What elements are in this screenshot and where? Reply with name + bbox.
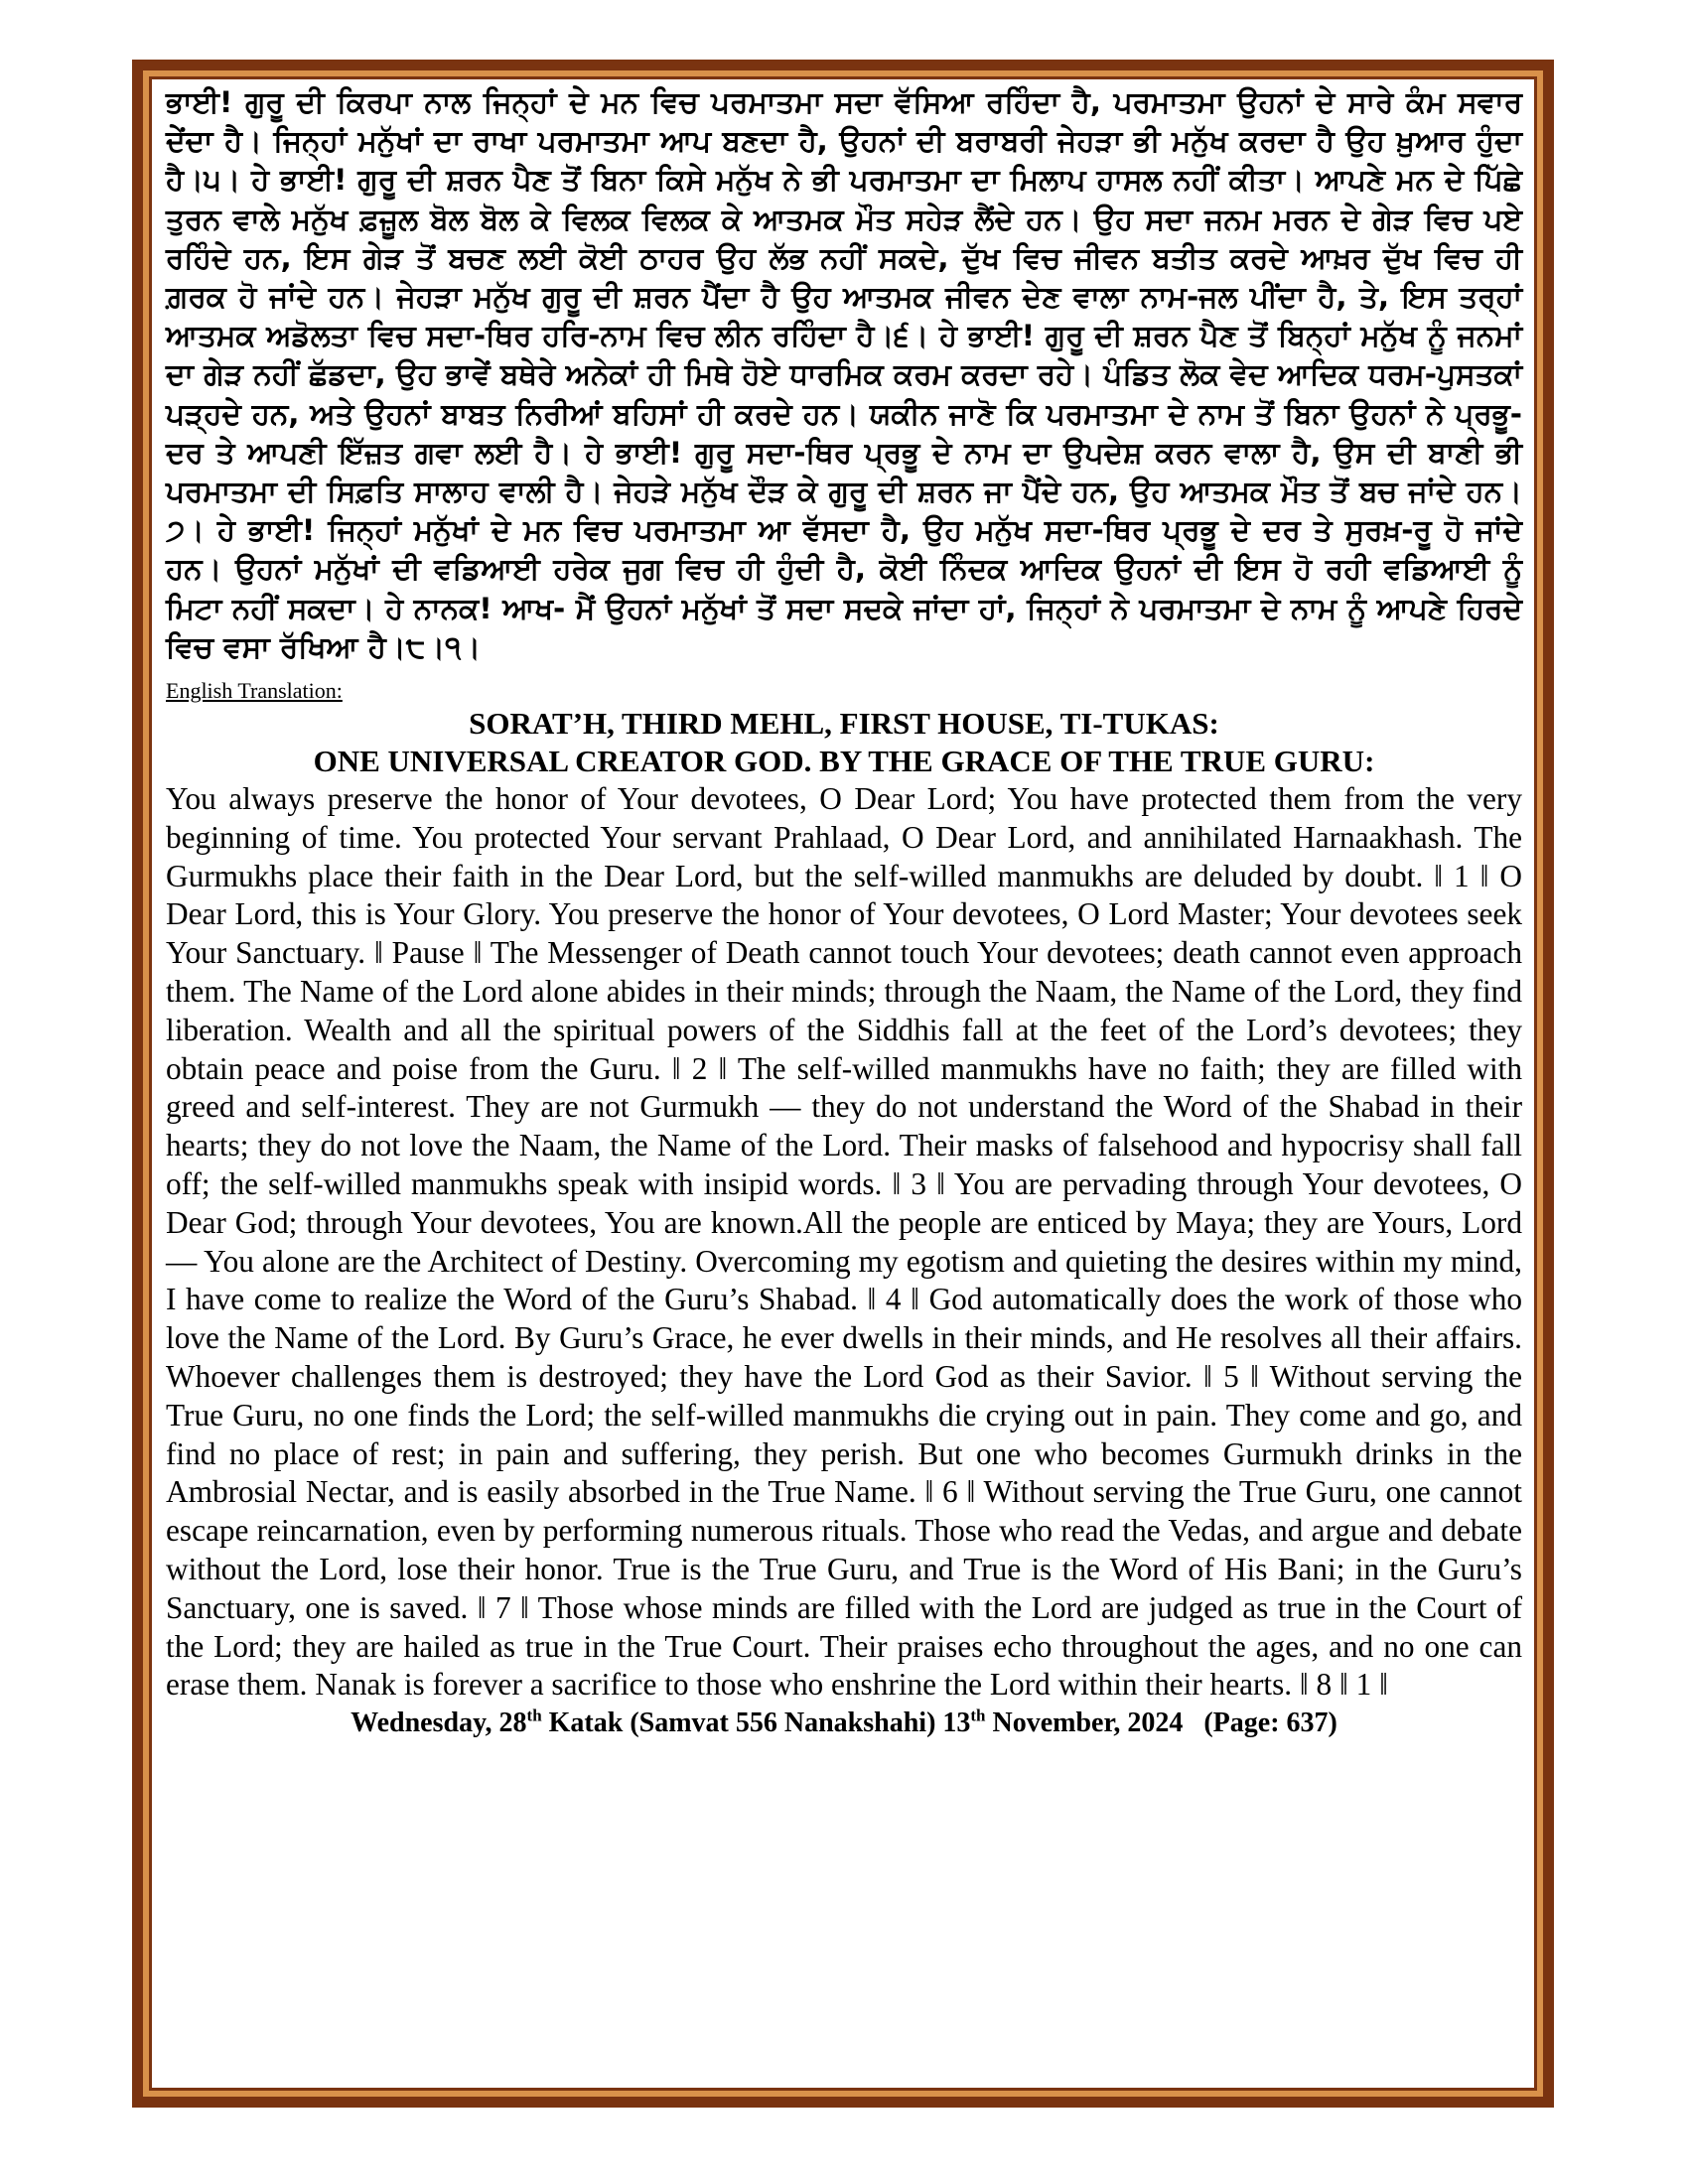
footer-day-suffix: th	[526, 1706, 542, 1725]
heading-raag: SORAT’H, THIRD MEHL, FIRST HOUSE, TI-TUKAS:	[469, 706, 1219, 742]
page-content	[166, 77, 1522, 1740]
punjabi-explanation: ਭਾਈ! ਗੁਰੂ ਦੀ ਕਿਰਪਾ ਨਾਲ ਜਿਨ੍ਹਾਂ ਦੇ ਮਨ ਵਿਚ ਪਰਮਾਤਮਾ ਸਦਾ ਵੱਸਿਆ ਰਹਿੰਦਾ ਹੈ, ਪਰਮਾਤਮਾ ਉਹਨਾਂ ਦੇ ਸਾਰੇ ਕੰਮ ਸਵਾਰ ਦੇਂਦਾ ਹੈ। ਜਿਨ੍ਹਾਂ ਮਨੁੱਖਾਂ ਦਾ ਰਾਖਾ ਪਰਮਾਤਮਾ ਆਪ ਬਣਦਾ ਹੈ, ਉਹਨਾਂ ਦੀ ਬਰਾਬਰੀ ਜੇਹੜਾ ਭੀ ਮਨੁੱਖ ਕਰਦਾ ਹੈ ਉਹ ਖ਼ੁਆਰ ਹੁੰਦਾ ਹੈ।੫। ਹੇ ਭਾਈ! ਗੁਰੂ ਦੀ ਸ਼ਰਨ ਪੈਣ ਤੋਂ ਬਿਨਾ ਕਿਸੇ ਮਨੁੱਖ ਨੇ ਭੀ ਪਰਮਾਤਮਾ ਦਾ ਮਿਲਾਪ ਹਾਸਲ ਨਹੀਂ ਕੀਤਾ। ਆਪਣੇ ਮਨ ਦੇ ਪਿੱਛੇ ਤੁਰਨ ਵਾਲੇ ਮਨੁੱਖ ਫ਼ਜ਼ੂਲ ਬੋਲ ਬੋਲ ਕੇ ਵਿਲਕ ਵਿਲਕ ਕੇ ਆਤਮਕ ਮੌਤ ਸਹੇੜ ਲੈਂਦੇ ਹਨ। ਉਹ ਸਦਾ ਜਨਮ ਮਰਨ ਦੇ ਗੇੜ ਵਿਚ ਪਏ ਰਹਿੰਦੇ ਹਨ, ਇਸ ਗੇੜ ਤੋਂ ਬਚਣ ਲਈ ਕੋਈ ਠਾਹਰ ਉਹ ਲੱਭ ਨਹੀਂ ਸਕਦੇ, ਦੁੱਖ ਵਿਚ ਜੀਵਨ ਬਤੀਤ ਕਰਦੇ ਆਖ਼ਰ ਦੁੱਖ ਵਿਚ ਹੀ ਗ਼ਰਕ ਹੋ ਜਾਂਦੇ ਹਨ। ਜੇਹੜਾ ਮਨੁੱਖ ਗੁਰੂ ਦੀ ਸ਼ਰਨ ਪੈਂਦਾ ਹੈ ਉਹ ਆਤਮਕ ਜੀਵਨ ਦੇਣ ਵਾਲਾ ਨਾਮ-ਜਲ ਪੀਂਦਾ ਹੈ, ਤੇ, ਇਸ ਤਰ੍ਹਾਂ ਆਤਮਕ ਅਡੋਲਤਾ ਵਿਚ ਸਦਾ-ਥਿਰ ਹਰਿ-ਨਾਮ ਵਿਚ ਲੀਨ ਰਹਿੰਦਾ ਹੈ।੬। ਹੇ ਭਾਈ! ਗੁਰੂ ਦੀ ਸ਼ਰਨ ਪੈਣ ਤੋਂ ਬਿਨ੍ਹਾਂ ਮਨੁੱਖ ਨੂੰ ਜਨਮਾਂ ਦਾ ਗੇੜ ਨਹੀਂ ਛੱਡਦਾ, ਉਹ ਭਾਵੇਂ ਬਥੇਰੇ ਅਨੇਕਾਂ ਹੀ ਮਿਥੇ ਹੋਏ ਧਾਰਮਿਕ ਕਰਮ ਕਰਦਾ ਰਹੇ। ਪੰਡਿਤ ਲੋਕ ਵੇਦ ਆਦਿਕ ਧਰਮ-ਪੁਸਤਕਾਂ ਪੜ੍ਹਦੇ ਹਨ, ਅਤੇ ਉਹਨਾਂ ਬਾਬਤ ਨਿਰੀਆਂ ਬਹਿਸਾਂ ਹੀ ਕਰਦੇ ਹਨ। ਯਕੀਨ ਜਾਣੋ ਕਿ ਪਰਮਾਤਮਾ ਦੇ ਨਾਮ ਤੋਂ ਬਿਨਾ ਉਹਨਾਂ ਨੇ ਪ੍ਰਭੂ-ਦਰ ਤੇ ਆਪਣੀ ਇੱਜ਼ਤ ਗਵਾ ਲਈ ਹੈ। ਹੇ ਭਾਈ! ਗੁਰੂ ਸਦਾ-ਥਿਰ ਪ੍ਰਭੂ ਦੇ ਨਾਮ ਦਾ ਉਪਦੇਸ਼ ਕਰਨ ਵਾਲਾ ਹੈ, ਉਸ ਦੀ ਬਾਣੀ ਭੀ ਪਰਮਾਤਮਾ ਦੀ ਸਿਫ਼ਤਿ ਸਾਲਾਹ ਵਾਲੀ ਹੈ। ਜੇਹੜੇ ਮਨੁੱਖ ਦੌੜ ਕੇ ਗੁਰੂ ਦੀ ਸ਼ਰਨ ਜਾ ਪੈਂਦੇ ਹਨ, ਉਹ ਆਤਮਕ ਮੌਤ ਤੋਂ ਬਚ ਜਾਂਦੇ ਹਨ।੭। ਹੇ ਭਾਈ! ਜਿਨ੍ਹਾਂ ਮਨੁੱਖਾਂ ਦੇ ਮਨ ਵਿਚ ਪਰਮਾਤਮਾ ਆ ਵੱਸਦਾ ਹੈ, ਉਹ ਮਨੁੱਖ ਸਦਾ-ਥਿਰ ਪ੍ਰਭੂ ਦੇ ਦਰ ਤੇ ਸੁਰਖ਼-ਰੂ ਹੋ ਜਾਂਦੇ ਹਨ। ਉਹਨਾਂ ਮਨੁੱਖਾਂ ਦੀ ਵਡਿਆਈ ਹਰੇਕ ਜੁਗ ਵਿਚ ਹੀ ਹੁੰਦੀ ਹੈ, ਕੋਈ ਨਿੰਦਕ ਆਦਿਕ ਉਹਨਾਂ ਦੀ ਇਸ ਹੋ ਰਹੀ ਵਡਿਆਈ ਨੂੰ ਮਿਟਾ ਨਹੀਂ ਸਕਦਾ। ਹੇ ਨਾਨਕ! ਆਖ- ਮੈਂ ਉਹਨਾਂ ਮਨੁੱਖਾਂ ਤੋਂ ਸਦਾ ਸਦਕੇ ਜਾਂਦਾ ਹਾਂ, ਜਿਨ੍ਹਾਂ ਨੇ ਪਰਮਾਤਮਾ ਦੇ ਨਾਮ ਨੂੰ ਆਪਣੇ ਹਿਰਦੇ ਵਿਚ ਵਸਾ ਰੱਖਿਆ ਹੈ।੮।੧।	[166, 85, 1522, 664]
english-translation-label: English Translation:	[166, 678, 343, 704]
footer-rest: November, 2024 (Page: 637)	[985, 1707, 1337, 1739]
footer-katak: Katak (Samvat 556 Nanakshahi) 13	[541, 1707, 971, 1739]
date-footer	[166, 1706, 1522, 1740]
heading-mool-mantar: ONE UNIVERSAL CREATOR GOD. BY THE GRACE OF THE TRUE GURU:	[313, 744, 1375, 779]
footer-weekday: Wednesday, 28	[351, 1707, 527, 1739]
english-translation-text: You always preserve the honor of Your devotees, O Dear Lord; You have protected them from the very beginning of time. You protected Your servant Prahlaad, O Dear Lord, and annihilated Harnaakhash. The Gurmukhs place their faith in the Dear Lord, but the self-willed manmukhs are deluded by doubt. ‖ 1 ‖ O Dear Lord, this is Your Glory. You preserve the honor of Your devotees, O Lord Master; Your devotees seek Your Sanctuary. ‖ Pause ‖ The Messenger of Death cannot touch Your devotees; death cannot even approach them. The Name of the Lord alone abides in their minds; through the Naam, the Name of the Lord, they find liberation. Wealth and all the spiritual powers of the Siddhis fall at the feet of the Lord’s devotees; they obtain peace and poise from the Guru. ‖ 2 ‖ The self-willed manmukhs have no faith; they are filled with greed and self-interest. They are not Gurmukh — they do not understand the Word of the Shabad in their hearts; they do not love the Naam, the Name of the Lord. Their masks of falsehood and hypocrisy shall fall off; the self-willed manmukhs speak with insipid words. ‖ 3 ‖ You are pervading through Your devotees, O Dear God; through Your devotees, You are known.All the people are enticed by Maya; they are Yours, Lord — You alone are the Architect of Destiny. Overcoming my egotism and quieting the desires within my mind, I have come to realize the Word of the Guru’s Shabad. ‖ 4 ‖ God automatically does the work of those who love the Name of the Lord. By Guru’s Grace, he ever dwells in their minds, and He resolves all their affairs. Whoever challenges them is destroyed; they have the Lord God as their Savior. ‖ 5 ‖ Without serving the True Guru, no one finds the Lord; the self-willed manmukhs die crying out in pain. They come and go, and find no place of rest; in pain and suffering, they perish. But one who becomes Gurmukh drinks in the Ambrosial Nectar, and is easily absorbed in the True Name. ‖ 6 ‖ Without serving the True Guru, one cannot escape reincarnation, even by performing numerous rituals. Those who read the Vedas, and argue and debate without the Lord, lose their honor. True is the True Guru, and True is the Word of His Bani; in the Guru’s Sanctuary, one is saved. ‖ 7 ‖ Those whose minds are filled with the Lord are judged as true in the Court of the Lord; they are hailed as true in the True Court. Their praises echo throughout the ages, and no one can erase them. Nanak is forever a sacrifice to those who enshrine the Lord within their hearts. ‖ 8 ‖ 1 ‖	[166, 781, 1522, 1703]
footer-month-suffix: th	[970, 1706, 986, 1725]
